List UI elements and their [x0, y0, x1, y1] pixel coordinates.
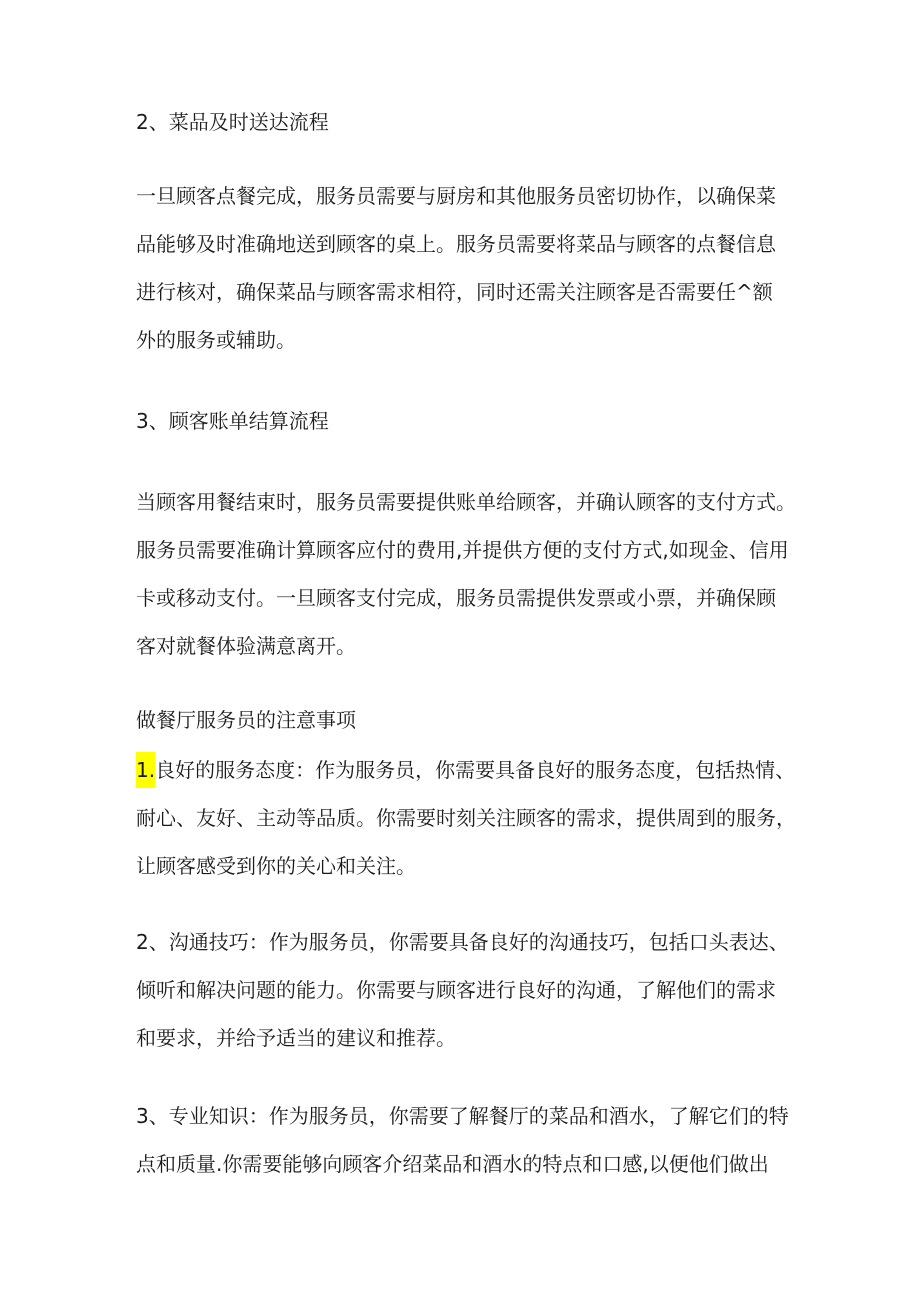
note-item-attitude — [136, 746, 796, 890]
section-heading-billing: 3、顾客账单结算流程 — [136, 409, 329, 433]
paragraph-line: 服务员需要准确计算顾客应付的费用,并提供方便的支付方式,如现金、信用 — [136, 538, 789, 562]
highlighted-number: 1. — [136, 752, 155, 788]
paragraph-line: 外的服务或辅助。 — [136, 328, 296, 352]
note-item-communication — [136, 918, 796, 1062]
paragraph-line: 进行核对，确保菜品与顾客需求相符，同时还需关注顾客是否需要任^额 — [136, 280, 773, 304]
paragraph-line: 客对就餐体验满意离开。 — [136, 634, 356, 658]
paragraph-line: 3、专业知识：作为服务员，你需要了解餐厅的菜品和酒水，了解它们的特 — [136, 1104, 789, 1128]
paragraph-line: 卡或移动支付。一旦顾客支付完成，服务员需提供发票或小票，并确保顾 — [136, 586, 776, 610]
paragraph-line: 一旦顾客点餐完成，服务员需要与厨房和其他服务员密切协作，以确保菜 — [136, 184, 776, 208]
paragraph-line: 让顾客感受到你的关心和关注。 — [136, 854, 416, 878]
paragraph-line — [136, 746, 796, 794]
note-item-knowledge — [136, 1092, 796, 1188]
note-text: 良好的服务态度：作为服务员，你需要具备良好的服务态度，包括热情、 — [155, 758, 796, 782]
paragraph-line: 倾听和解决问题的能力。你需要与顾客进行良好的沟通，了解他们的需求 — [136, 978, 776, 1002]
section-heading-delivery: 2、菜品及时送达流程 — [136, 110, 329, 134]
paragraph-line: 和要求，并给予适当的建议和推荐。 — [136, 1026, 456, 1050]
paragraph-line: 耐心、友好、主动等品质。你需要时刻关注顾客的需求，提供周到的服务， — [136, 806, 796, 830]
paragraph-line: 品能够及时准确地送到顾客的桌上。服务员需要将菜品与顾客的点餐信息 — [136, 232, 776, 256]
paragraph-line: 2、沟通技巧：作为服务员，你需要具备良好的沟通技巧，包括口头表达、 — [136, 930, 789, 954]
paragraph-delivery — [136, 172, 796, 364]
paragraph-line: 当顾客用餐结束时，服务员需要提供账单给顾客，并确认顾客的支付方式。 — [136, 490, 796, 514]
paragraph-line: 点和质量.你需要能够向顾客介绍菜品和酒水的特点和口感,以便他们做出 — [136, 1152, 769, 1176]
notes-title: 做餐厅服务员的注意事项 — [136, 708, 356, 732]
paragraph-billing — [136, 478, 796, 670]
